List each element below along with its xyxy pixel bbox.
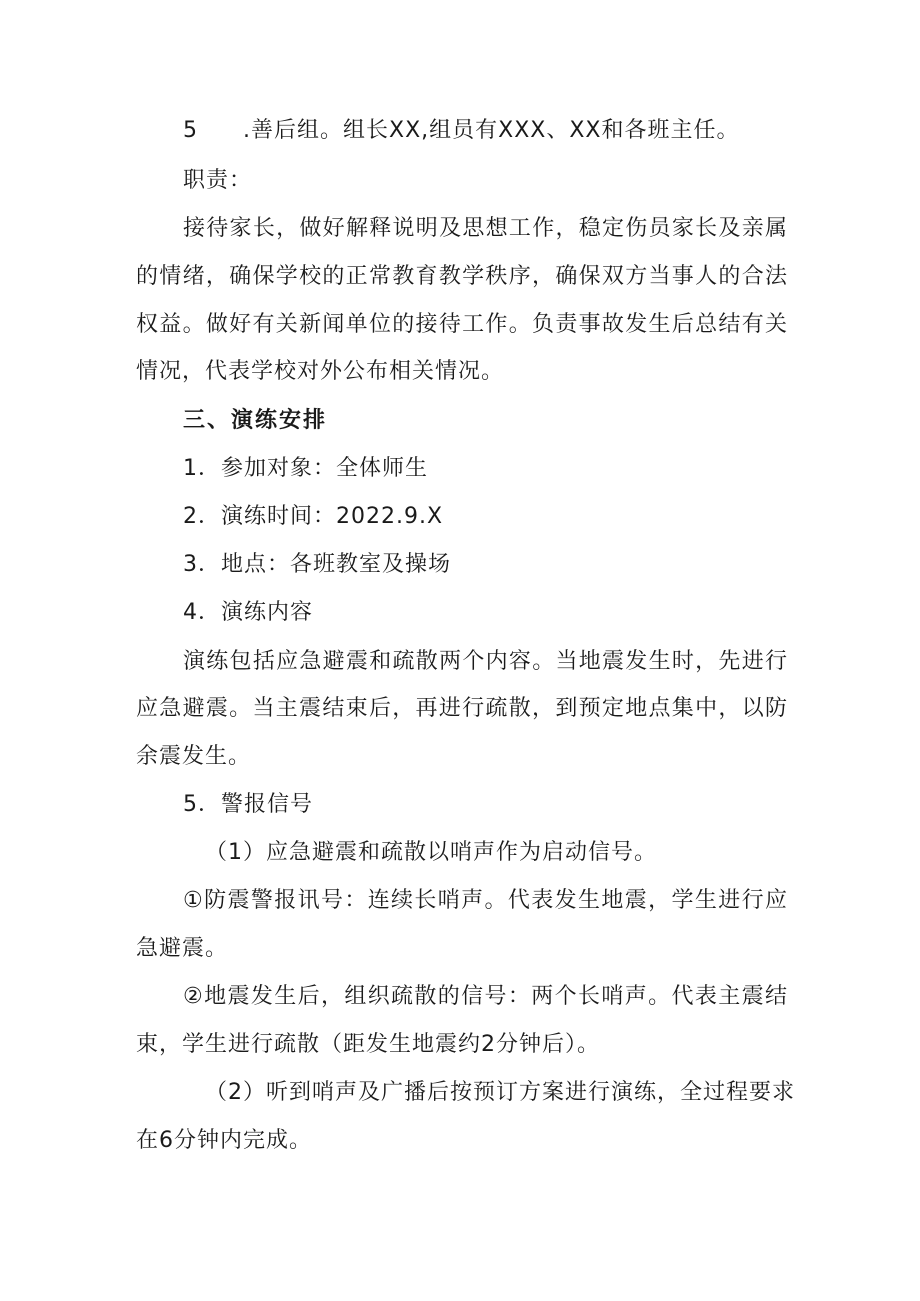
duty-label: 职责： — [183, 168, 253, 193]
signal-2-line-2: 在6分钟内完成。 — [136, 1128, 312, 1153]
arrangement-content-heading: 4．演练内容 — [183, 600, 313, 625]
content-line-2: 应急避震。当主震结束后，再进行疏散，到预定地点集中，以防 — [136, 696, 788, 721]
content-line-1: 演练包括应急避震和疏散两个内容。当地震发生时，先进行 — [183, 649, 788, 674]
duty-line-2: 的情绪，确保学校的正常教育教学秩序，确保双方当事人的合法 — [136, 264, 788, 289]
signal-b-line-2: 束，学生进行疏散（距发生地震约2分钟后）。 — [136, 1032, 600, 1057]
content-line-3: 余震发生。 — [136, 744, 252, 769]
signal-heading: 5．警报信号 — [183, 792, 313, 817]
signal-a-line-2: 急避震。 — [136, 936, 229, 961]
item-5-number: 5 — [183, 118, 198, 143]
signal-1-text: （1）应急避震和疏散以哨声作为启动信号。 — [205, 840, 657, 865]
signal-2-line-1: （2）听到哨声及广播后按预订方案进行演练，全过程要求 — [205, 1080, 795, 1105]
item-5-text: .善后组。组长XX,组员有XXX、XX和各班主任。 — [243, 118, 740, 143]
duty-line-3: 权益。做好有关新闻单位的接待工作。负责事故发生后总结有关 — [136, 312, 788, 337]
section-3-heading: 三、演练安排 — [183, 408, 328, 433]
duty-line-1: 接待家长，做好解释说明及思想工作，稳定伤员家长及亲属 — [183, 216, 788, 241]
arrangement-time: 2．演练时间：2022.9.X — [183, 504, 444, 529]
item-5-shanhou-group — [183, 116, 740, 146]
duty-line-4: 情况，代表学校对外公布相关情况。 — [136, 359, 505, 384]
arrangement-location: 3．地点：各班教室及操场 — [183, 552, 451, 577]
signal-a-line-1: ①防震警报讯号：连续长哨声。代表发生地震，学生进行应 — [183, 888, 788, 913]
signal-b-line-1: ②地震发生后，组织疏散的信号：两个长哨声。代表主震结 — [183, 984, 788, 1009]
arrangement-participants: 1．参加对象：全体师生 — [183, 456, 428, 481]
